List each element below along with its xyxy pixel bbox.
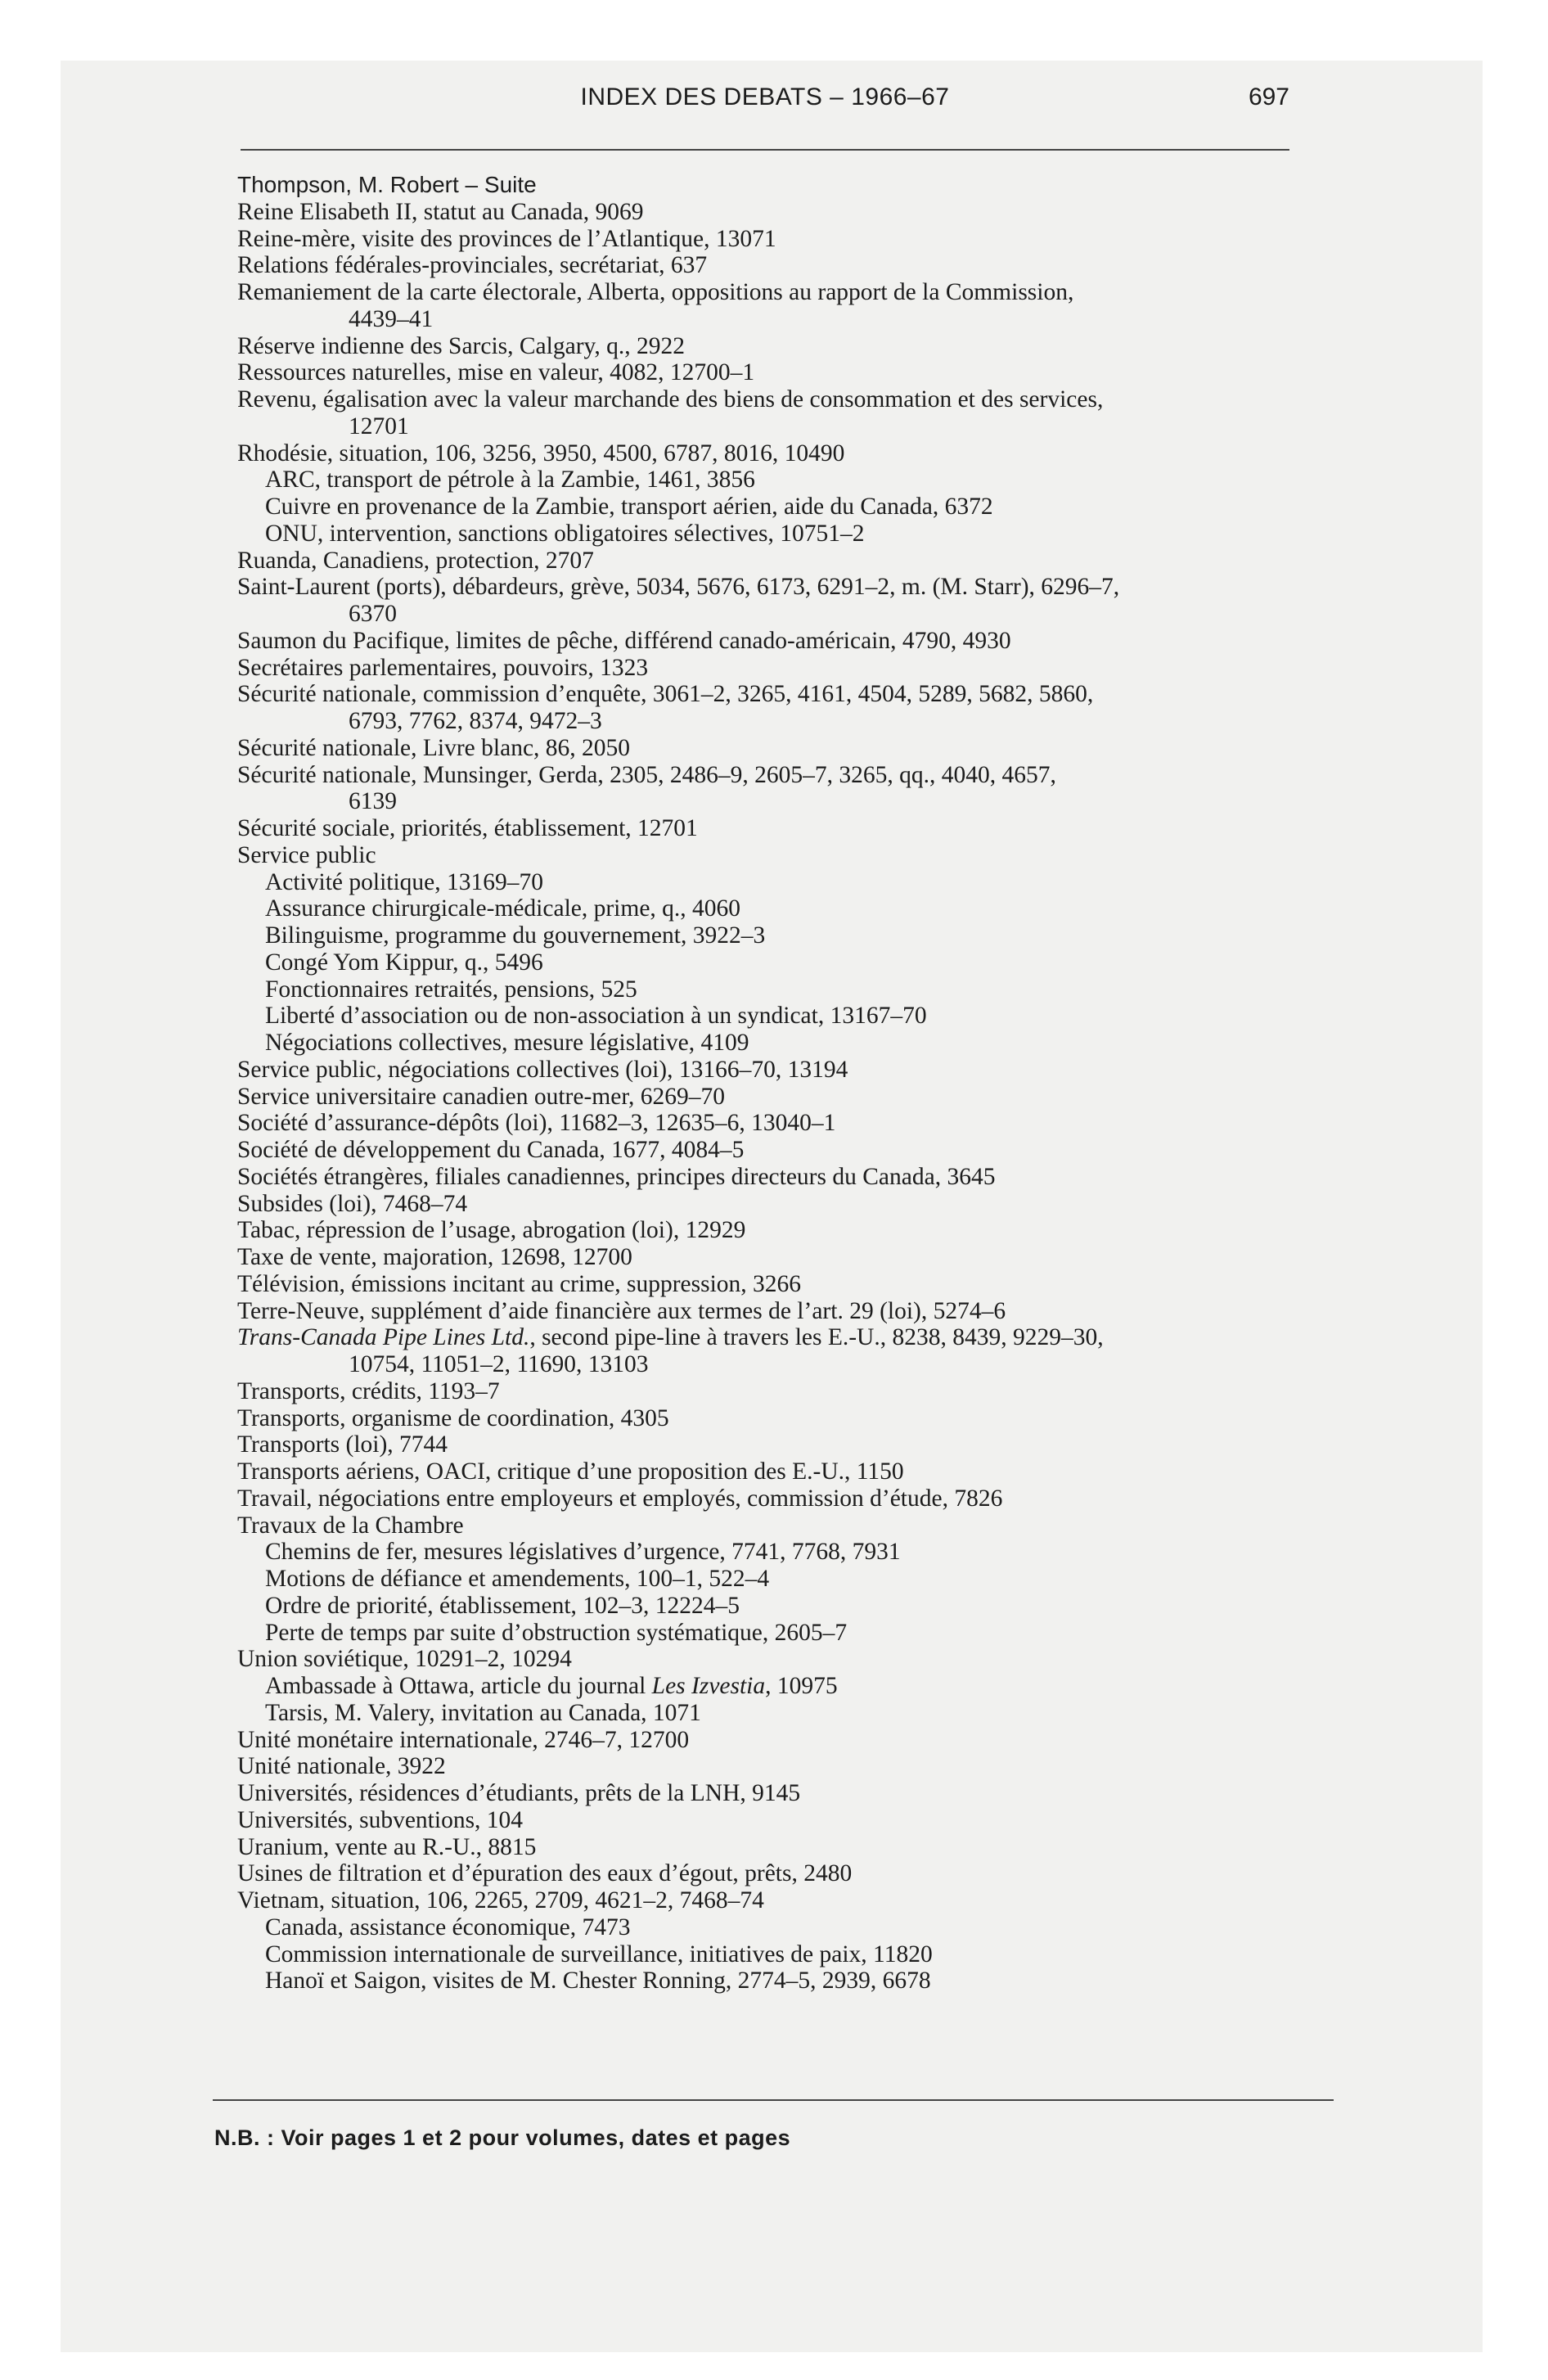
index-entry: Universités, subventions, 104 <box>237 1806 524 1833</box>
index-entry: Unité nationale, 3922 <box>237 1753 446 1780</box>
index-entry: Union soviétique, 10291–2, 10294 <box>237 1646 572 1673</box>
index-subentry: Chemins de fer, mesures législatives d’urgence, 7741, 7768, 7931 <box>265 1539 901 1566</box>
index-entry: Subsides (loi), 7468–74 <box>237 1190 468 1217</box>
index-subentry: Fonctionnaires retraités, pensions, 525 <box>265 976 637 1003</box>
italic-title: Trans-Canada Pipe Lines Ltd. <box>237 1324 530 1351</box>
index-entry: Secrétaires parlementaires, pouvoirs, 1323 <box>237 654 649 681</box>
index-entry: Universités, résidences d’étudiants, prêts de la LNH, 9145 <box>237 1780 801 1806</box>
index-entry: Ressources naturelles, mise en valeur, 4082, 12700–1 <box>237 359 755 386</box>
index-entry: Relations fédérales-provinciales, secrétariat, 637 <box>237 252 708 279</box>
index-entry: Télévision, émissions incitant au crime, suppression, 3266 <box>237 1270 802 1297</box>
index-entry: Sécurité nationale, commission d’enquête, 3061–2, 3265, 4161, 4504, 5289, 5682, 5860, <box>237 681 1094 708</box>
index-entry: Revenu, égalisation avec la valeur marchande des biens de consommation et des services, <box>237 386 1104 412</box>
index-subentry: Congé Yom Kippur, q., 5496 <box>265 949 543 976</box>
index-subentry <box>237 1673 1317 1700</box>
index-entry: Transports aériens, OACI, critique d’une proposition des E.-U., 1150 <box>237 1458 904 1485</box>
index-entry: Usines de filtration et d’épuration des eaux d’égout, prêts, 2480 <box>237 1860 853 1887</box>
index-continuation: 6139 <box>349 788 397 815</box>
index-entry <box>237 1324 1317 1351</box>
index-entry: Saumon du Pacifique, limites de pêche, différend canado-américain, 4790, 4930 <box>237 627 1011 654</box>
index-subentry: Hanoï et Saigon, visites de M. Chester Ronning, 2774–5, 2939, 6678 <box>265 1968 931 1995</box>
index-subentry: Perte de temps par suite d’obstruction systématique, 2605–7 <box>265 1619 848 1646</box>
index-subentry: Ordre de priorité, établissement, 102–3, 12224–5 <box>265 1592 740 1619</box>
index-entry: Uranium, vente au R.-U., 8815 <box>237 1833 537 1860</box>
index-entry: Sécurité sociale, priorités, établissement, 12701 <box>237 815 698 841</box>
index-entry: Saint-Laurent (ports), débardeurs, grève, 5034, 5676, 6173, 6291–2, m. (M. Starr), 6296–7, <box>237 574 1120 601</box>
index-entry: Reine Elisabeth II, statut au Canada, 9069 <box>237 198 644 225</box>
index-entry: Sociétés étrangères, filiales canadiennes, principes directeurs du Canada, 3645 <box>237 1163 996 1190</box>
index-subentry: Assurance chirurgicale-médicale, prime, q., 4060 <box>265 895 741 922</box>
index-subentry: Commission internationale de surveillance, initiatives de paix, 11820 <box>265 1941 933 1968</box>
page-number: 697 <box>1248 83 1289 110</box>
index-entry: Service public, négociations collectives (loi), 13166–70, 13194 <box>237 1056 848 1083</box>
index-continuation: 12701 <box>349 412 409 439</box>
index-entry: Rhodésie, situation, 106, 3256, 3950, 4500, 6787, 8016, 10490 <box>237 439 845 467</box>
index-subentry: Canada, assistance économique, 7473 <box>265 1913 631 1941</box>
index-entries <box>237 172 1317 1995</box>
index-entry: Sécurité nationale, Munsinger, Gerda, 2305, 2486–9, 2605–7, 3265, qq., 4040, 4657, <box>237 761 1056 788</box>
index-entry: Société d’assurance-dépôts (loi), 11682–3, 12635–6, 13040–1 <box>237 1110 836 1137</box>
entry-text: , second pipe-line à travers les E.-U., 8238, 8439, 9229–30, <box>529 1324 1104 1351</box>
index-subentry: Liberté d’association ou de non-association à un syndicat, 13167–70 <box>265 1003 927 1030</box>
index-continuation: 6370 <box>349 601 397 627</box>
footer-note: N.B. : Voir pages 1 et 2 pour volumes, dates et pages <box>214 2125 791 2150</box>
page-header <box>241 83 1289 151</box>
index-entry: Sécurité nationale, Livre blanc, 86, 2050 <box>237 734 631 761</box>
index-entry: Réserve indienne des Sarcis, Calgary, q., 2922 <box>237 332 685 359</box>
index-subentry: Motions de défiance et amendements, 100–1, 522–4 <box>265 1566 770 1592</box>
index-heading: Thompson, M. Robert – Suite <box>237 172 537 197</box>
index-continuation: 10754, 11051–2, 11690, 13103 <box>349 1351 649 1377</box>
index-subentry: ARC, transport de pétrole à la Zambie, 1461, 3856 <box>265 467 755 494</box>
index-entry: Travaux de la Chambre <box>237 1512 464 1539</box>
index-entry: Ruanda, Canadiens, protection, 2707 <box>237 547 594 574</box>
entry-text-suffix: , 10975 <box>765 1673 838 1699</box>
index-entry: Taxe de vente, majoration, 12698, 12700 <box>237 1244 632 1270</box>
index-subentry: ONU, intervention, sanctions obligatoires sélectives, 10751–2 <box>265 520 865 547</box>
page-title: INDEX DES DEBATS – 1966–67 <box>580 83 950 110</box>
index-entry: Service public <box>237 841 376 868</box>
entry-text: Ambassade à Ottawa, article du journal <box>265 1673 652 1699</box>
index-continuation: 6793, 7762, 8374, 9472–3 <box>349 708 602 734</box>
index-subentry: Bilinguisme, programme du gouvernement, 3922–3 <box>265 922 766 949</box>
index-entry: Travail, négociations entre employeurs et employés, commission d’étude, 7826 <box>237 1485 1003 1512</box>
index-entry: Tabac, répression de l’usage, abrogation (loi), 12929 <box>237 1217 746 1244</box>
index-entry: Remaniement de la carte électorale, Alberta, oppositions au rapport de la Commission, <box>237 279 1074 305</box>
index-entry: Service universitaire canadien outre-mer, 6269–70 <box>237 1083 725 1110</box>
index-continuation: 4439–41 <box>349 305 434 332</box>
index-entry: Transports (loi), 7744 <box>237 1431 448 1458</box>
index-entry: Vietnam, situation, 106, 2265, 2709, 4621–2, 7468–74 <box>237 1887 764 1913</box>
index-entry: Reine-mère, visite des provinces de l’Atlantique, 13071 <box>237 225 776 252</box>
index-entry: Transports, organisme de coordination, 4305 <box>237 1404 669 1431</box>
italic-title: Les Izvestia <box>651 1673 766 1699</box>
index-subentry: Tarsis, M. Valery, invitation au Canada, 1071 <box>265 1699 701 1726</box>
index-entry: Unité monétaire internationale, 2746–7, 12700 <box>237 1726 690 1753</box>
index-entry: Terre-Neuve, supplément d’aide financière aux termes de l’art. 29 (loi), 5274–6 <box>237 1297 1006 1324</box>
index-subentry: Négociations collectives, mesure législative, 4109 <box>265 1030 749 1056</box>
footer-divider <box>213 2099 1334 2101</box>
index-subentry: Cuivre en provenance de la Zambie, transport aérien, aide du Canada, 6372 <box>265 494 993 520</box>
index-entry: Transports, crédits, 1193–7 <box>237 1377 500 1404</box>
index-entry: Société de développement du Canada, 1677, 4084–5 <box>237 1137 745 1163</box>
index-subentry: Activité politique, 13169–70 <box>265 868 544 895</box>
